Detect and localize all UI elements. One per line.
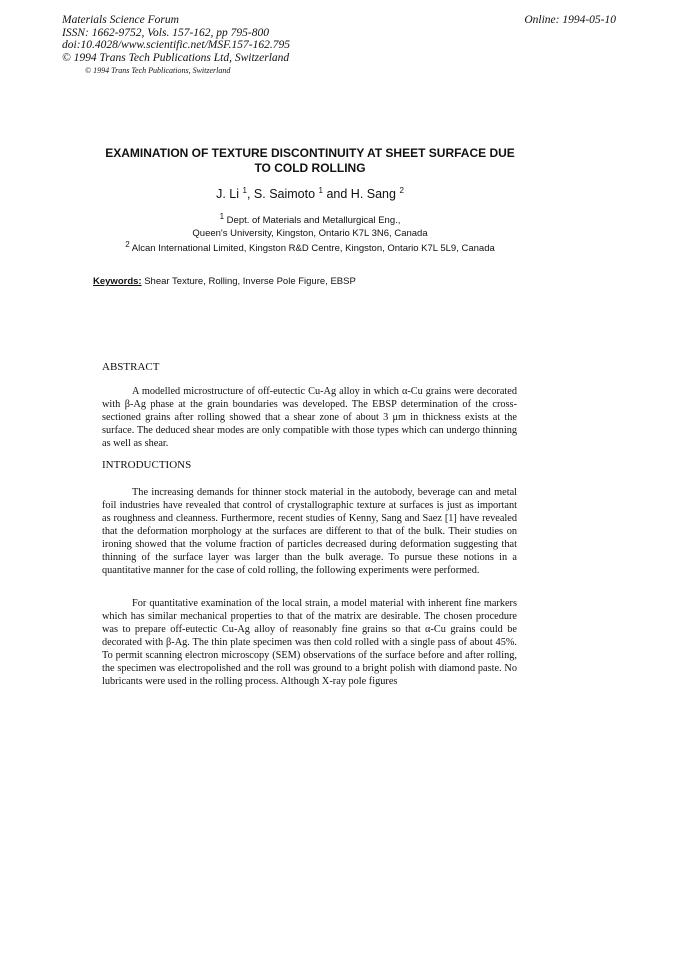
author-list [60, 186, 560, 201]
copyright-line: © 1994 Trans Tech Publications Ltd, Switzerland [62, 51, 290, 64]
issn-line: ISSN: 1662-9752, Vols. 157-162, pp 795-800 [62, 26, 269, 39]
original-copyright: © 1994 Trans Tech Publications, Switzerland [85, 66, 231, 75]
affiliation-2 [40, 238, 580, 255]
introduction-paragraph-1: The increasing demands for thinner stock material in the autobody, beverage can and metal foil industries have revealed that control of crystallographic texture at surfaces is just as important as roughness and cleanness. Furthermore, recent studies of Kenny, Sang and Saez [1] have revealed that the deformation morphology at the surfaces are different to that of the bulk. Their studies on ironing showed that the volume fraction of particles decreased during deformation suggesting that thinning of the surface layer was larger than the bulk average. To pursue these notions in a quantitative manner for the case of cold rolling, the following experiments were performed. [102, 487, 517, 576]
author-3-affil: 2 [399, 186, 404, 195]
journal-header [62, 14, 290, 64]
author-1: J. Li [216, 187, 240, 202]
abstract-text: A modelled microstructure of off-eutectic Cu-Ag alloy in which α-Cu grains were decorated with β-Ag phase at the grain boundaries was developed. The EBSP determination of the cross-sectioned grains after rolling showed that a shear zone of about 3 μm in thickness exists at the surface. The deduced shear modes are only compatible with those types which can undergo thinning as well as shear. [102, 386, 517, 449]
author-separator-2: and [322, 187, 351, 202]
affiliation-1 [40, 210, 580, 240]
keywords-label: Keywords: [93, 276, 142, 287]
affiliation-1-institution: Queen's University, Kingston, Ontario K7L 3N6, Canada [192, 228, 428, 240]
online-date: Online: 1994-05-10 [524, 14, 616, 26]
affiliation-2-text: Alcan International Limited, Kingston R&D Centre, Kingston, Ontario K7L 5L9, Canada [131, 243, 495, 255]
abstract-heading: ABSTRACT [102, 361, 160, 373]
keywords [93, 276, 356, 287]
introduction-paragraph-2: For quantitative examination of the local strain, a model material with inherent fine markers which has similar mechanical properties to that of the matrix are desirable. The chosen procedure was to prepare off-eutectic Cu-Ag alloy of reasonably fine grains so that α-Cu grains could be decorated with β-Ag. The thin plate specimen was then cold rolled with a single pass of about 45%. To permit scanning electron microscopy (SEM) observations of the surface before and after rolling, the specimen was electropolished and the roll was ground to a bright polish with diamond paste. No lubricants were used in the rolling process. Although X-ray pole figures [102, 598, 517, 687]
author-3: H. Sang [350, 187, 396, 202]
journal-name: Materials Science Forum [62, 14, 179, 26]
title-line-2: TO COLD ROLLING [254, 161, 366, 175]
affiliation-1-dept: Dept. of Materials and Metallurgical Eng., [226, 215, 401, 227]
doi-link[interactable]: doi:10.4028/www.scientific.net/MSF.157-162.795 [62, 39, 290, 51]
paper-title [60, 146, 560, 176]
author-2-affil: 1 [318, 186, 323, 195]
author-2: S. Saimoto [253, 187, 316, 202]
introduction-heading: INTRODUCTIONS [102, 459, 192, 471]
affiliation-1-marker: 1 [219, 212, 225, 221]
author-separator-1: , [246, 187, 254, 202]
keywords-text: Shear Texture, Rolling, Inverse Pole Figure, EBSP [144, 276, 356, 287]
author-1-affil: 1 [242, 186, 247, 195]
affiliation-2-marker: 2 [125, 240, 130, 249]
title-line-1: EXAMINATION OF TEXTURE DISCONTINUITY AT SHEET SURFACE DUE [105, 146, 515, 160]
